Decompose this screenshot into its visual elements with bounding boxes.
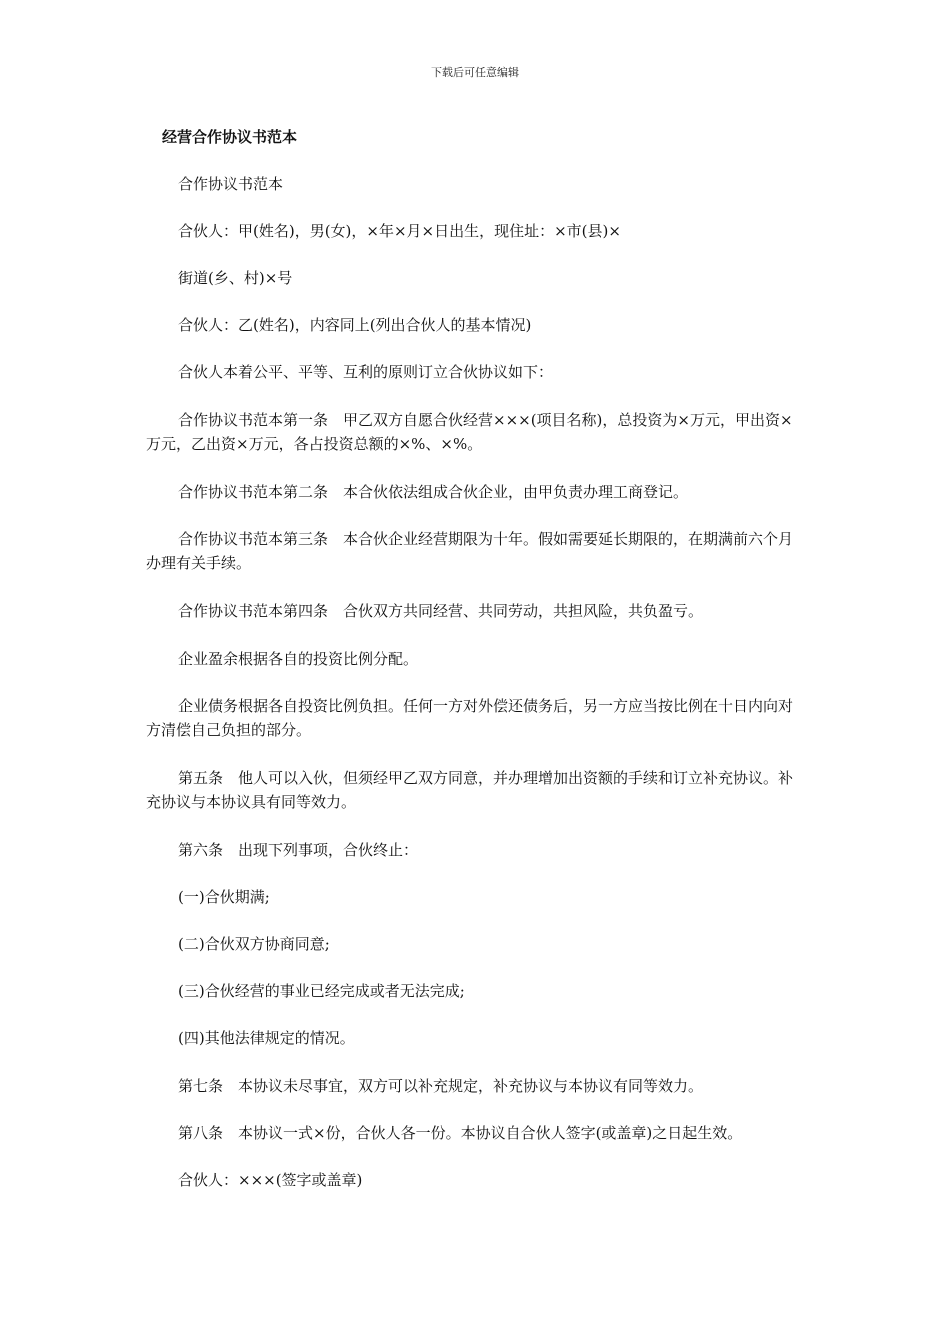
- paragraph-partner-b: 合伙人：乙(姓名)，内容同上(列出合伙人的基本情况): [178, 316, 532, 334]
- list-item-1: (一)合伙期满;: [178, 888, 270, 906]
- list-item-2: (二)合伙双方协商同意;: [178, 935, 330, 953]
- paragraph-partner-a: 合伙人：甲(姓名)，男(女)，×年×月×日出生，现住址：×市(县)×: [178, 222, 621, 240]
- paragraph-profit: 企业盈余根据各自的投资比例分配。: [178, 650, 419, 668]
- paragraph-article-5: 第五条 他人可以入伙，但须经甲乙双方同意，并办理增加出资额的手续和订立补充协议。补充协议与本协议具有同等效力。: [146, 769, 794, 811]
- paragraph-article-3: 合作协议书范本第三条 本合伙企业经营期限为十年。假如需要延长期限的，在期满前六个月办理有关手续。: [146, 530, 794, 572]
- paragraph-article-8: 第八条 本协议一式×份，合伙人各一份。本协议自合伙人签字(或盖章)之日起生效。: [178, 1124, 743, 1142]
- paragraph-preamble: 合伙人本着公平、平等、互利的原则订立合伙协议如下：: [178, 363, 554, 381]
- list-item-3: (三)合伙经营的事业已经完成或者无法完成;: [178, 982, 465, 1000]
- paragraph-partner-a-address: 街道(乡、村)×号: [178, 269, 293, 287]
- paragraph-article-6: 第六条 出现下列事项，合伙终止：: [178, 841, 419, 859]
- header-note: 下载后可任意编辑: [431, 66, 519, 79]
- paragraph-article-1: 合作协议书范本第一条 甲乙双方自愿合伙经营×××(项目名称)，总投资为×万元，甲出资×万元，乙出资×万元，各占投资总额的×%、×%。: [146, 411, 793, 453]
- list-item-4: (四)其他法律规定的情况。: [178, 1029, 355, 1047]
- document-title: 经营合作协议书范本: [162, 128, 298, 146]
- paragraph-article-7: 第七条 本协议未尽事宜，双方可以补充规定，补充协议与本协议有同等效力。: [178, 1077, 704, 1095]
- paragraph-article-2: 合作协议书范本第二条 本合伙依法组成合伙企业，由甲负责办理工商登记。: [178, 483, 689, 501]
- paragraph-article-4: 合作协议书范本第四条 合伙双方共同经营、共同劳动，共担风险，共负盈亏。: [178, 602, 704, 620]
- paragraph-subtitle: 合作协议书范本: [178, 175, 284, 193]
- paragraph-debt: 企业债务根据各自投资比例负担。任何一方对外偿还债务后，另一方应当按比例在十日内向对方清偿自己负担的部分。: [146, 697, 794, 739]
- paragraph-signature: 合伙人：×××(签字或盖章): [178, 1171, 363, 1189]
